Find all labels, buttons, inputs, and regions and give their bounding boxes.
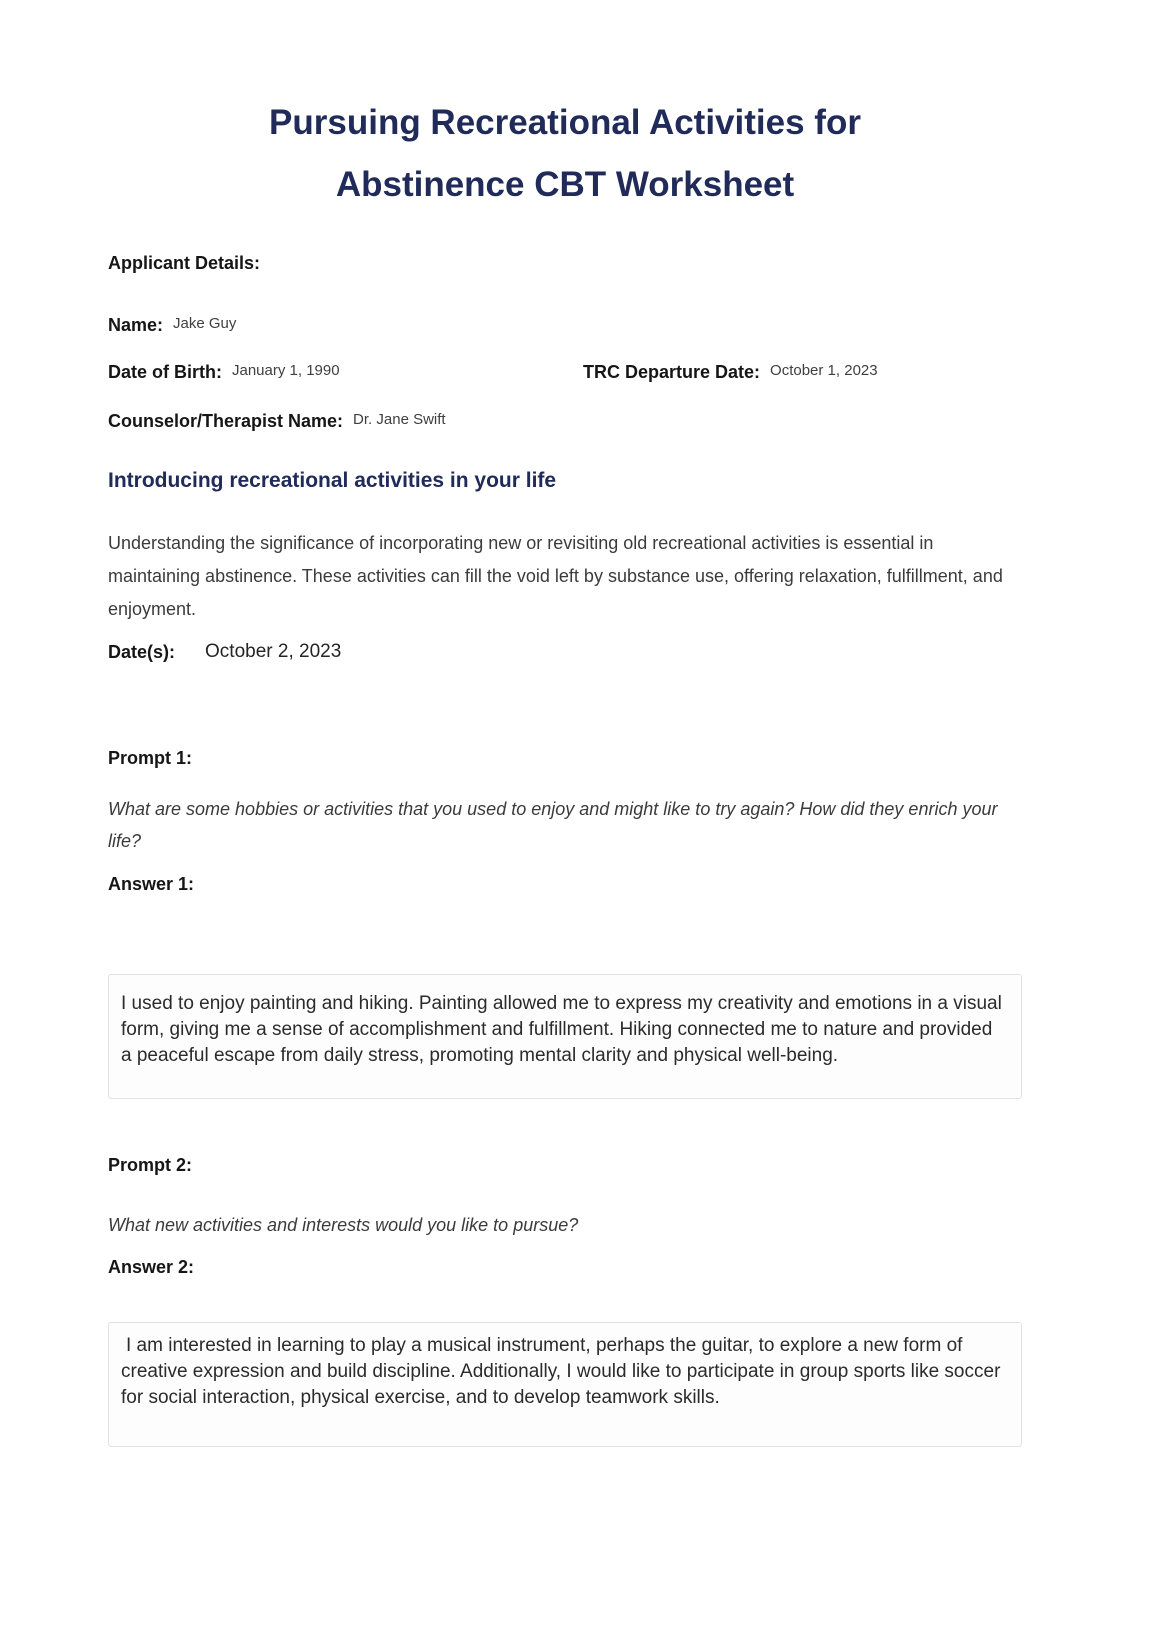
dob-pair <box>108 361 583 383</box>
name-label: Name: <box>108 315 164 335</box>
answer-1-textbox[interactable]: I used to enjoy painting and hiking. Painting allowed me to express my creativity and emotions in a visual form, giving me a sense of accomplishment and fulfillment. Hiking connected me to nature and provided a peaceful escape from daily stress, promoting mental clarity and physical well-being. <box>108 974 1022 1099</box>
prompt-1-label: Prompt 1: <box>108 748 193 768</box>
name-row <box>108 314 1022 336</box>
name-value: Jake Guy <box>173 315 237 332</box>
section-heading: Introducing recreational activities in your life <box>108 469 557 492</box>
dates-label: Date(s): <box>108 642 176 662</box>
dates-value: October 2, 2023 <box>205 641 342 662</box>
counselor-label: Counselor/Therapist Name: <box>108 411 344 431</box>
answer-2-textbox[interactable]: I am interested in learning to play a musical instrument, perhaps the guitar, to explore a new form of creative expression and build discipline. Additionally, I would like to participate in group sports like soccer for social interaction, physical exercise, and to develop teamwork skills. <box>108 1322 1022 1447</box>
answer-1-label: Answer 1: <box>108 874 195 894</box>
answer-2-label: Answer 2: <box>108 1257 195 1277</box>
trc-departure-label: TRC Departure Date: <box>583 362 761 382</box>
trc-departure-value: October 1, 2023 <box>770 362 878 379</box>
page-title-line-2: Abstinence CBT Worksheet <box>335 165 795 204</box>
page-title <box>108 92 1022 216</box>
prompt-1-question: What are some hobbies or activities that you used to enjoy and might like to try again? How did they enrich your life? <box>108 799 998 851</box>
page-title-line-1: Pursuing Recreational Activities for <box>269 103 861 142</box>
counselor-row <box>108 410 1022 432</box>
section-intro-paragraph: Understanding the significance of incorporating new or revisiting old recreational activities is essential in maintaining abstinence. These activities can fill the void left by substance use, offering relaxation, fulfillment, and enjoyment. <box>108 533 1003 619</box>
applicant-details-heading: Applicant Details: <box>108 253 261 273</box>
dates-row <box>108 640 1022 664</box>
trc-departure-pair <box>583 361 878 383</box>
prompt-2-question: What new activities and interests would you like to pursue? <box>108 1215 579 1235</box>
counselor-value: Dr. Jane Swift <box>353 411 446 428</box>
dob-label: Date of Birth: <box>108 362 222 382</box>
prompt-2-label: Prompt 2: <box>108 1155 193 1175</box>
dob-departure-row <box>108 361 1022 383</box>
dob-value: January 1, 1990 <box>232 362 340 379</box>
